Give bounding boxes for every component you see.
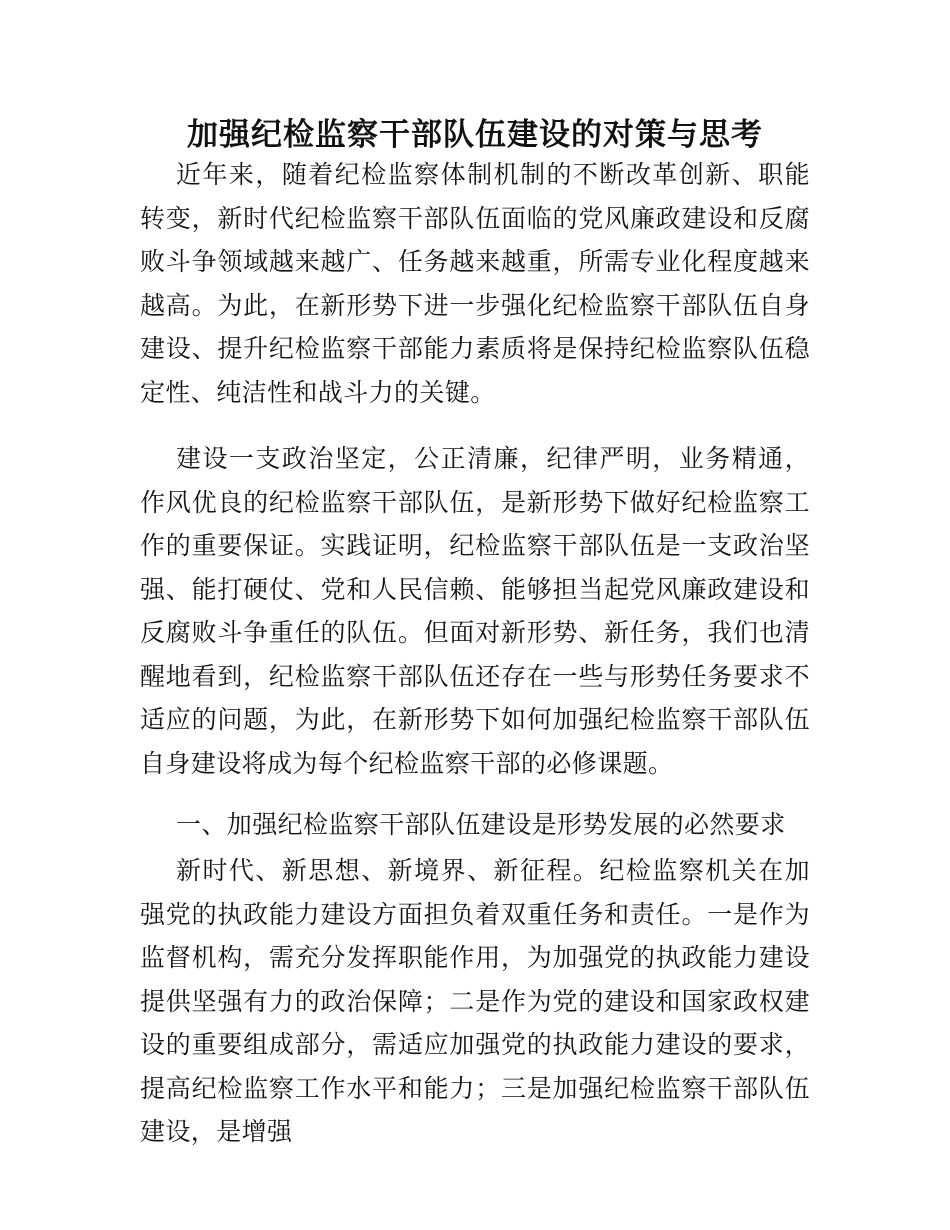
paragraph-new-era: 新时代、新思想、新境界、新征程。纪检监察机关在加强党的执政能力建设方面担负着双重任务和责任。一是作为监督机构，需充分发挥职能作用，为加强党的执政能力建设提供坚强有力的政治保障；二是作为党的建设和国家政权建设的重要组成部分，需适应加强党的执政能力建设的要求，提高纪检监察工作水平和能力；三是加强纪检监察干部队伍建设，是增强 <box>140 856 810 1146</box>
section-heading-1: 一、加强纪检监察干部队伍建设是形势发展的必然要求 <box>176 810 786 839</box>
paragraph-team-building: 建设一支政治坚定，公正清廉，纪律严明，业务精通，作风优良的纪检监察干部队伍，是新形势下做好纪检监察工作的重要保证。实践证明，纪检监察干部队伍是一支政治坚强、能打硬仗、党和人民信赖、能够担当起党风廉政建设和反腐败斗争重任的队伍。但面对新形势、新任务，我们也清醒地看到，纪检监察干部队伍还存在一些与形势任务要求不适应的问题，为此，在新形势下如何加强纪检监察干部队伍自身建设将成为每个纪检监察干部的必修课题。 <box>140 444 810 778</box>
document-title: 加强纪检监察干部队伍建设的对策与思考 <box>187 117 763 153</box>
paragraph-intro: 近年来，随着纪检监察体制机制的不断改革创新、职能转变，新时代纪检监察干部队伍面临的党风廉政建设和反腐败斗争领域越来越广、任务越来越重，所需专业化程度越来越高。为此，在新形势下进一步强化纪检监察干部队伍自身建设、提升纪检监察干部能力素质将是保持纪检监察队伍稳定性、纯洁性和战斗力的关键。 <box>140 160 810 407</box>
